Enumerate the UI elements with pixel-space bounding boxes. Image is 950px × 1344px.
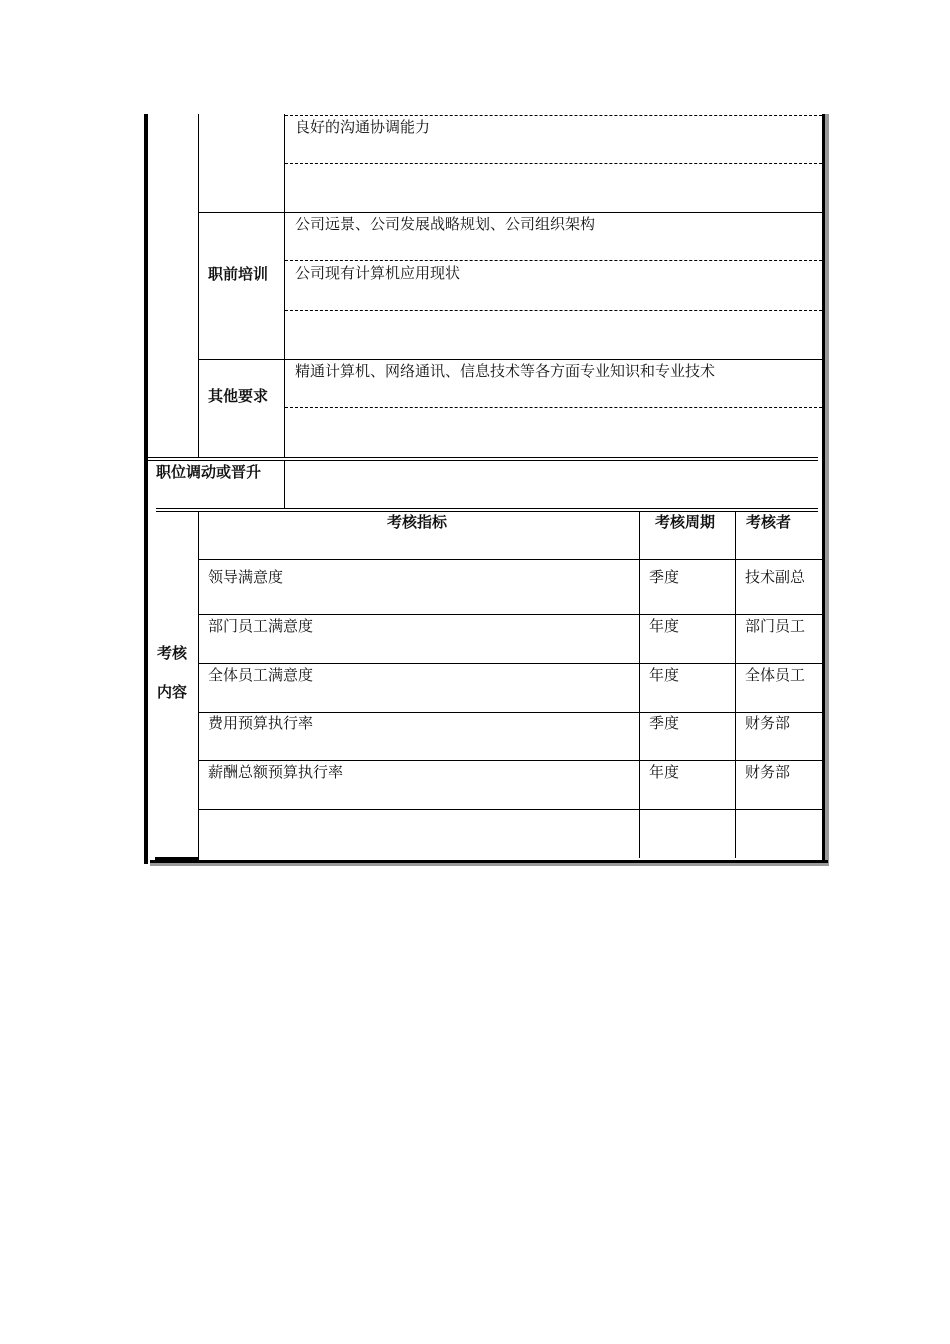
- header-indicator: 考核指标: [387, 513, 448, 531]
- row-assessor: 财务部: [745, 763, 791, 781]
- row-divider: [285, 260, 822, 261]
- skill-item-text: 良好的沟通协调能力: [295, 118, 431, 136]
- transfer-col-divider: [284, 460, 285, 508]
- row-assessor: 财务部: [745, 714, 791, 732]
- row-indicator: 领导满意度: [208, 568, 284, 586]
- section-divider: [199, 212, 822, 213]
- assessment-row-divider: [199, 559, 822, 560]
- row-indicator: 全体员工满意度: [208, 666, 314, 684]
- assessment-row-divider: [199, 663, 822, 664]
- row-assessor: 技术副总: [745, 568, 806, 586]
- row-indicator: 费用预算执行率: [208, 714, 314, 732]
- upper-col-divider-1: [198, 114, 199, 458]
- pre-job-training-label: 职前培训: [208, 265, 269, 283]
- transfer-top-border: [148, 460, 818, 461]
- assessment-col-divider: [735, 512, 736, 858]
- assessment-col-divider: [639, 512, 640, 858]
- transfer-top-border: [148, 457, 818, 458]
- row-assessor: 全体员工: [745, 666, 806, 684]
- row-divider: [285, 407, 822, 408]
- pre-job-training-item: 公司远景、公司发展战略规划、公司组织架构: [295, 215, 596, 233]
- transfer-bottom-border: [156, 511, 818, 512]
- row-divider: [285, 115, 822, 116]
- assessment-label-line1: 考核: [157, 644, 188, 662]
- other-requirements-item: 精通计算机、网络通讯、信息技术等各方面专业知识和专业技术: [295, 362, 716, 380]
- assessment-col-divider: [198, 512, 199, 860]
- table-right-shadow: [825, 114, 829, 866]
- pre-job-training-item: 公司现有计算机应用现状: [295, 264, 461, 282]
- assessment-row-divider: [199, 760, 822, 761]
- row-divider: [285, 163, 822, 164]
- table-left-border: [144, 114, 148, 864]
- row-divider: [285, 310, 822, 311]
- row-period: 年度: [649, 617, 680, 635]
- row-indicator: 部门员工满意度: [208, 617, 314, 635]
- section-divider: [199, 359, 822, 360]
- row-period: 年度: [649, 763, 680, 781]
- row-period: 季度: [649, 568, 680, 586]
- row-indicator: 薪酬总额预算执行率: [208, 763, 344, 781]
- header-assessor: 考核者: [746, 513, 792, 531]
- assessment-row-divider: [199, 809, 822, 810]
- label-column-bottom: [155, 857, 198, 860]
- assessment-row-divider: [199, 614, 822, 615]
- other-requirements-label: 其他要求: [208, 387, 269, 405]
- row-period: 年度: [649, 666, 680, 684]
- transfer-bottom-border: [156, 508, 818, 509]
- row-assessor: 部门员工: [745, 617, 806, 635]
- transfer-label: 职位调动或晋升: [156, 463, 262, 481]
- assessment-label-line2: 内容: [157, 683, 188, 701]
- header-period: 考核周期: [655, 513, 716, 531]
- table-bottom-shadow: [150, 863, 828, 866]
- row-period: 季度: [649, 714, 680, 732]
